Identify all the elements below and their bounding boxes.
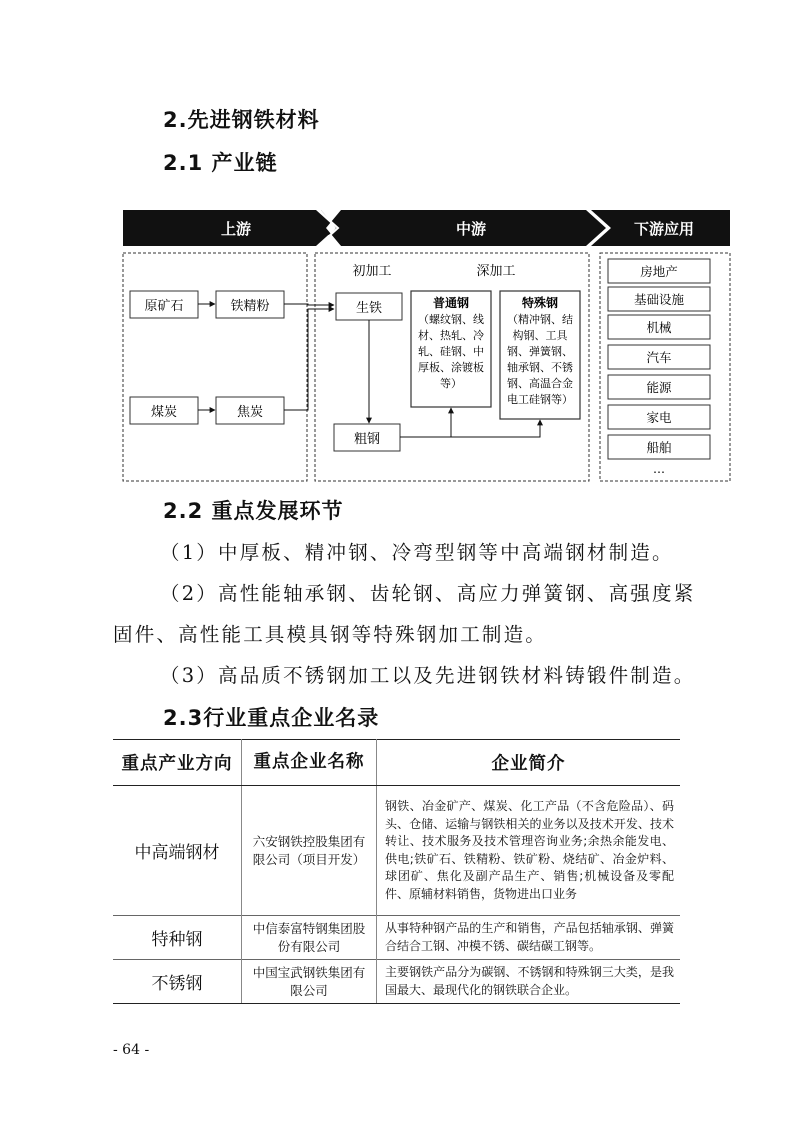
cell-company: 中信泰富特钢集团股份有限公司: [242, 916, 377, 960]
ordinary-steel-line: 厚板、涂镀板: [418, 361, 484, 374]
header-intro: 企业简介: [377, 739, 681, 786]
companies-heading: 2.3行业重点企业名录: [163, 706, 380, 730]
downstream-item: 船舶: [646, 440, 672, 455]
ordinary-steel-line: 轧、硅钢、中: [418, 345, 484, 358]
downstream-item: 房地产: [640, 264, 678, 279]
key-link-item-continued: 固件、高性能工具模具钢等特殊钢加工制造。: [113, 623, 548, 646]
cell-direction: 不锈钢: [113, 960, 242, 1004]
table-row: [113, 916, 680, 960]
table-row: [113, 960, 680, 1004]
iron-concentrate-box: 铁精粉: [230, 299, 270, 314]
key-link-item: （3）高品质不锈钢加工以及先进钢铁材料铸锻件制造。: [160, 664, 696, 687]
downstream-item: 家电: [646, 410, 672, 425]
ordinary-steel-line: 等）: [440, 377, 462, 390]
cell-direction: 特种钢: [113, 916, 242, 960]
cell-intro: 从事特种钢产品的生产和销售，产品包括轴承钢、弹簧合结合工钢、冲模不锈、碳结碳工钢等。: [377, 916, 681, 960]
downstream-item: 机械: [646, 320, 672, 335]
header-company: 重点企业名称: [242, 739, 377, 786]
ordinary-steel-line: （螺纹钢、线: [418, 313, 484, 326]
special-steel-line: 钢、高温合金: [507, 377, 573, 390]
coal-box: 煤炭: [150, 405, 178, 420]
cell-company: 六安钢铁控股集团有限公司（项目开发）: [242, 786, 377, 916]
pig-iron-box: 生铁: [355, 301, 383, 316]
key-link-item: （2）高性能轴承钢、齿轮钢、高应力弹簧钢、高强度紧: [160, 582, 696, 605]
cell-intro: 主要钢铁产品分为碳钢、不锈钢和特殊钢三大类，是我国最大、最现代化的钢铁联合企业。: [377, 960, 681, 1004]
cell-direction: 中高端钢材: [113, 786, 242, 916]
companies-table: [113, 739, 680, 1004]
special-steel-line: 钢、弹簧钢、: [507, 345, 573, 358]
ordinary-steel-title: 普通钢: [432, 296, 470, 310]
crude-steel-box: 粗钢: [353, 432, 381, 447]
key-link-item: （1）中厚板、精冲钢、冷弯型钢等中高端钢材制造。: [160, 541, 674, 564]
special-steel-line: 电工硅钢等）: [507, 393, 573, 406]
special-steel-line: 轴承钢、不锈: [507, 361, 573, 374]
special-steel-title: 特殊钢: [521, 296, 559, 310]
special-steel-line: （精冲钢、结: [507, 313, 573, 326]
downstream-ellipsis: …: [653, 462, 665, 476]
cell-intro: 钢铁、冶金矿产、煤炭、化工产品（不含危险品）、码头、仓储、运输与钢铁相关的业务以及技术开发、技术转让、技术服务及技术管理咨询业务;余热余能发电、供电;铁矿石、铁精粉、铁矿粉、烧结矿、冶金炉料、球团矿、焦化及副产品生产、销售;机械设备及零配件、原辅材料销售，货物进出口业务: [377, 786, 681, 916]
downstream-list: [608, 259, 710, 476]
primary-processing-label: 初加工: [352, 264, 392, 279]
header-direction: 重点产业方向: [113, 739, 242, 786]
upstream-container: [123, 253, 307, 481]
stage-downstream-label: 下游应用: [633, 220, 695, 238]
downstream-item: 能源: [646, 380, 672, 395]
table-row: [113, 786, 680, 916]
key-links-heading: 2.2 重点发展环节: [163, 499, 344, 523]
downstream-item: 基础设施: [633, 292, 685, 307]
downstream-item: 汽车: [646, 350, 672, 365]
stage-upstream-label: 上游: [220, 220, 252, 238]
page-number: - 64 -: [113, 1042, 150, 1058]
ordinary-steel-line: 材、热轧、冷: [418, 329, 484, 342]
chain-heading: 2.1 产业链: [163, 151, 278, 175]
industry-chain-diagram: [118, 205, 738, 485]
cell-company: 中国宝武钢铁集团有限公司: [242, 960, 377, 1004]
stage-midstream-label: 中游: [455, 220, 487, 238]
section-heading: 2.先进钢铁材料: [163, 108, 320, 132]
coke-box: 焦炭: [236, 405, 264, 420]
raw-ore-box: 原矿石: [144, 299, 184, 314]
deep-processing-label: 深加工: [476, 264, 516, 279]
special-steel-line: 构钢、工具: [512, 329, 568, 342]
table-header-row: [113, 739, 680, 786]
